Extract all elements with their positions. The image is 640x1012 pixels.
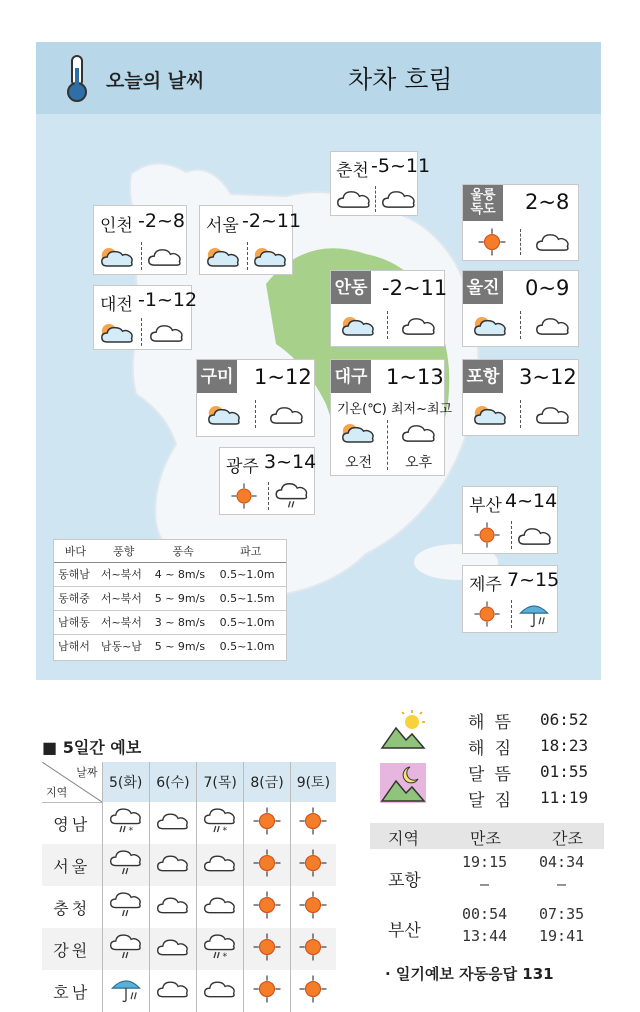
sunset-label: 해 짐 [468, 739, 512, 759]
sun-icon [230, 482, 258, 510]
sea-header: 풍향 [97, 540, 151, 562]
table-row [54, 610, 286, 634]
sun-icon [298, 974, 328, 1004]
cloud-icon [203, 894, 237, 916]
snow-rain-icon [109, 807, 143, 835]
table-row [42, 844, 336, 886]
partly-cloudy-icon [206, 246, 242, 268]
city-temp: -1~12 [138, 289, 198, 311]
moonset-label: 달 짐 [468, 791, 512, 811]
city-name: 대전 [100, 295, 133, 315]
forecast-day: 5(화) [102, 762, 149, 802]
tide-header [370, 823, 604, 849]
rain-icon [109, 891, 143, 919]
sea-cell: 서~북서 [100, 568, 142, 581]
cloud-icon [156, 894, 190, 916]
sea-cell: 0.5~1.0m [216, 634, 286, 658]
sea-cell: 5 ~ 9m/s [151, 634, 216, 658]
sea-cell: 3 ~ 8m/s [151, 610, 216, 634]
table-row [42, 928, 336, 970]
cloud-icon [535, 404, 571, 426]
sea-cell: 0.5~1.0m [219, 567, 275, 581]
tide-high-2: 13:44 [462, 927, 508, 945]
cloud-icon [203, 852, 237, 874]
rain-icon [274, 482, 310, 510]
city-name: 인천 [100, 216, 133, 236]
tide-region-pohang: 포항 [388, 871, 421, 891]
tide-header-high: 만조 [470, 829, 501, 848]
sea-cell: 서~북서 [97, 586, 151, 610]
city-card-incheon [93, 205, 187, 275]
cloud-icon [336, 188, 372, 210]
sea-cell: 0.5~1.5m [216, 586, 286, 610]
tide-high-1: 00:54 [462, 905, 508, 923]
table-row [42, 802, 336, 844]
city-name: 서울 [206, 216, 239, 236]
city-card-chuncheon [330, 151, 431, 216]
thermometer-icon [64, 54, 90, 102]
city-temp: 7~15 [507, 569, 560, 591]
partly-cloudy-icon [473, 404, 509, 426]
table-row [54, 562, 286, 586]
umbrella-rain-icon [109, 973, 143, 1005]
sun-icon [477, 227, 507, 257]
city-badge: 포항 [463, 360, 503, 393]
city-card-jeju [462, 565, 558, 633]
city-name: 부산 [469, 496, 502, 516]
city-badge: 울릉 독도 [463, 185, 503, 221]
cloud-icon [147, 246, 183, 268]
cloud-icon [203, 978, 237, 1000]
tide-low-2: – [557, 875, 567, 893]
rain-icon [109, 933, 143, 961]
sun-icon [298, 932, 328, 962]
sunset-time: 18:23 [540, 736, 589, 755]
five-day-forecast-table [42, 762, 336, 1012]
moonrise-icon [380, 763, 426, 803]
city-card-ulleung [462, 184, 579, 261]
am-label: 오전 [345, 455, 373, 471]
moonrise-time: 01:55 [540, 762, 589, 781]
city-name: 춘천 [336, 161, 369, 181]
pm-label: 오후 [405, 455, 433, 471]
corner-cell [42, 762, 102, 802]
forecast-day: 9(토) [290, 762, 336, 802]
moonrise-label: 달 뜸 [468, 765, 512, 785]
city-card-daejeon [93, 285, 198, 350]
city-temp: -5~11 [371, 155, 431, 177]
partly-cloudy-icon [207, 404, 243, 426]
cloud-icon [535, 231, 571, 253]
tide-header-region: 지역 [388, 829, 419, 848]
partly-cloudy-icon [100, 246, 136, 268]
rain-icon [109, 849, 143, 877]
weather-summary: 차차 흐림 [348, 65, 453, 94]
sunrise-icon [380, 710, 426, 750]
sea-cell: 동해중 [54, 586, 97, 610]
city-temp: 1~12 [254, 365, 312, 389]
city-temp: 4~14 [505, 490, 558, 512]
sea-cell: 5 ~ 9m/s [151, 586, 216, 610]
table-row [54, 586, 286, 610]
city-temp: 2~8 [525, 190, 570, 214]
tide-low-2: 19:41 [539, 927, 585, 945]
city-temp: -2~11 [382, 276, 448, 300]
cloud-icon [517, 525, 553, 547]
sun-icon [252, 848, 282, 878]
city-card-gumi [196, 359, 315, 437]
city-name: 광주 [226, 457, 259, 477]
table-row [54, 634, 286, 658]
cloud-icon [401, 315, 437, 337]
sea-cell: 동해남 [58, 568, 90, 581]
cloud-icon [156, 810, 190, 832]
tide-high-2: – [480, 875, 490, 893]
sunrise-time: 06:52 [540, 710, 589, 729]
sea-cell: 4 ~ 8m/s [154, 567, 206, 581]
partly-cloudy-icon [100, 322, 136, 344]
sea-cell: 남해동 [54, 610, 97, 634]
city-card-uljin [462, 270, 579, 347]
cloud-icon [535, 315, 571, 337]
sea-header: 바다 [54, 540, 97, 562]
cloud-icon [381, 188, 417, 210]
tide-high-1: 19:15 [462, 853, 508, 871]
city-card-gwangju [219, 447, 315, 515]
corner-region: 지역 [46, 785, 68, 799]
city-temp: 3~12 [519, 365, 577, 389]
sun-icon [252, 932, 282, 962]
city-temp: 1~13 [386, 365, 444, 389]
snow-rain-icon [203, 807, 237, 835]
city-badge: 안동 [331, 271, 371, 304]
city-name: 제주 [469, 575, 502, 595]
temp-legend: 기온(℃) 최저~최고 [337, 402, 453, 417]
partly-cloudy-icon [341, 315, 377, 337]
forecast-region: 충청 [42, 886, 102, 928]
tide-low-1: 04:34 [539, 853, 585, 871]
sun-icon [252, 890, 282, 920]
forecast-hotline: · 일기예보 자동응답 131 [385, 965, 554, 983]
partly-cloudy-icon [253, 246, 289, 268]
sea-cell: 서~북서 [97, 610, 151, 634]
tide-header-low: 간조 [552, 829, 583, 848]
table-row [42, 886, 336, 928]
city-temp: 3~14 [264, 451, 317, 473]
city-card-pohang [462, 359, 579, 436]
partly-cloudy-icon [341, 422, 377, 444]
forecast-region: 강원 [42, 928, 102, 970]
city-card-seoul [199, 205, 302, 275]
forecast-day: 8(금) [244, 762, 290, 802]
header-band [36, 42, 601, 114]
city-badge: 구미 [197, 360, 237, 393]
forecast-day: 7(목) [197, 762, 244, 802]
cloud-icon [156, 978, 190, 1000]
sea-conditions-table [53, 539, 287, 661]
sun-icon [298, 890, 328, 920]
umbrella-rain-icon [517, 598, 551, 630]
city-temp: -2~8 [138, 210, 185, 232]
sea-cell: 0.5~1.0m [216, 610, 286, 634]
tide-region-busan: 부산 [388, 921, 421, 941]
sunrise-label: 해 뜸 [468, 713, 512, 733]
snow-rain-icon [203, 933, 237, 961]
city-temp: 0~9 [525, 276, 570, 300]
cloud-icon [156, 852, 190, 874]
forecast-title: ■ 5일간 예보 [42, 738, 142, 757]
sun-icon [473, 600, 501, 628]
tide-low-1: 07:35 [539, 905, 585, 923]
sea-cell: 남해서 [54, 634, 97, 658]
sun-icon [473, 521, 501, 549]
sun-icon [298, 806, 328, 836]
forecast-region: 호남 [42, 970, 102, 1012]
cloud-icon [149, 322, 185, 344]
sun-icon [298, 848, 328, 878]
city-card-busan [462, 486, 558, 554]
forecast-region: 영남 [42, 802, 102, 844]
city-badge: 대구 [331, 360, 371, 393]
sea-header: 풍속 [151, 540, 216, 562]
forecast-region: 서울 [42, 844, 102, 886]
city-card-andong [330, 270, 448, 347]
forecast-day: 6(수) [149, 762, 196, 802]
partly-cloudy-icon [473, 315, 509, 337]
moonset-time: 11:19 [540, 788, 589, 807]
city-card-daegu [330, 359, 453, 476]
corner-date: 날짜 [76, 766, 98, 779]
cloud-icon [156, 936, 190, 958]
table-row [42, 970, 336, 1012]
sea-cell: 남동~남 [97, 634, 151, 658]
page-title: 오늘의 날씨 [106, 70, 205, 92]
sun-icon [252, 806, 282, 836]
sun-icon [252, 974, 282, 1004]
city-badge: 울진 [463, 271, 503, 304]
city-temp: -2~11 [242, 210, 302, 232]
cloud-icon [401, 422, 437, 444]
sea-header: 파고 [216, 540, 286, 562]
cloud-icon [269, 404, 305, 426]
